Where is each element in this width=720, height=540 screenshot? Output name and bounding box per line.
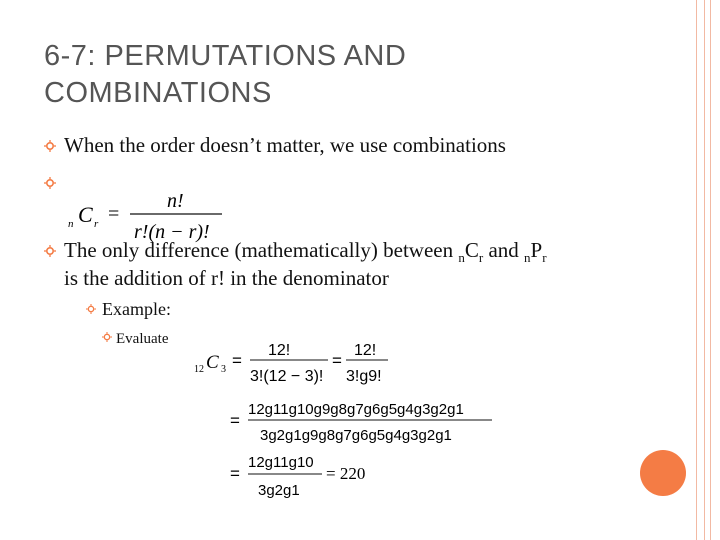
evaluate-label: Evaluate [116,331,169,347]
svg-text:=: = [108,203,120,225]
svg-text:=: = [232,351,242,370]
svg-text:n: n [68,218,74,230]
svg-text:3g2g1g9g8g7g6g5g4g3g2g1: 3g2g1g9g8g7g6g5g4g3g2g1 [260,427,452,444]
sun-bullet-icon [44,140,56,152]
decor-orange-circle [640,450,686,496]
svg-text:3!g9!: 3!g9! [346,368,382,385]
slide-title: 6-7: PERMUTATIONS AND COMBINATIONS [44,40,407,109]
svg-text:= 220: = 220 [326,464,366,483]
svg-text:r: r [94,218,99,230]
bullet-1-text: When the order doesn’t matter, we use combinations [64,133,506,157]
svg-text:3: 3 [221,364,226,375]
svg-text:n!: n! [167,190,184,212]
svg-text:=: = [230,464,240,483]
svg-text:12!: 12! [354,342,377,359]
decor-rule-2 [704,0,705,540]
sun-bullet-icon [102,332,112,342]
decor-rule-1 [696,0,697,540]
svg-text:12g11g10: 12g11g10 [248,454,314,471]
svg-text:=: = [230,411,240,430]
svg-text:C: C [78,202,93,227]
svg-text:=: = [332,351,342,370]
svg-text:C: C [206,352,219,373]
bullet-3-line-2: is the addition of r! in the denominator [64,266,389,290]
svg-text:3g2g1: 3g2g1 [258,482,300,499]
svg-text:r!(n − r)!: r!(n − r)! [134,221,210,243]
sun-bullet-icon [44,177,56,189]
svg-text:12: 12 [194,364,204,375]
svg-text:3!(12 − 3)!: 3!(12 − 3)! [250,368,324,385]
bullet-3-line-1: The only difference (mathematically) between $_nC_r$ and $_nP_r$ [64,238,547,265]
example-calculation [192,338,512,510]
svg-text:12g11g10g9g8g7g6g5g4g3g2g1: 12g11g10g9g8g7g6g5g4g3g2g1 [248,401,464,418]
decor-rule-3 [710,0,711,540]
svg-text:12!: 12! [268,342,291,359]
sun-bullet-icon [86,304,96,314]
example-label: Example: [102,299,171,319]
sun-bullet-icon [44,245,56,257]
